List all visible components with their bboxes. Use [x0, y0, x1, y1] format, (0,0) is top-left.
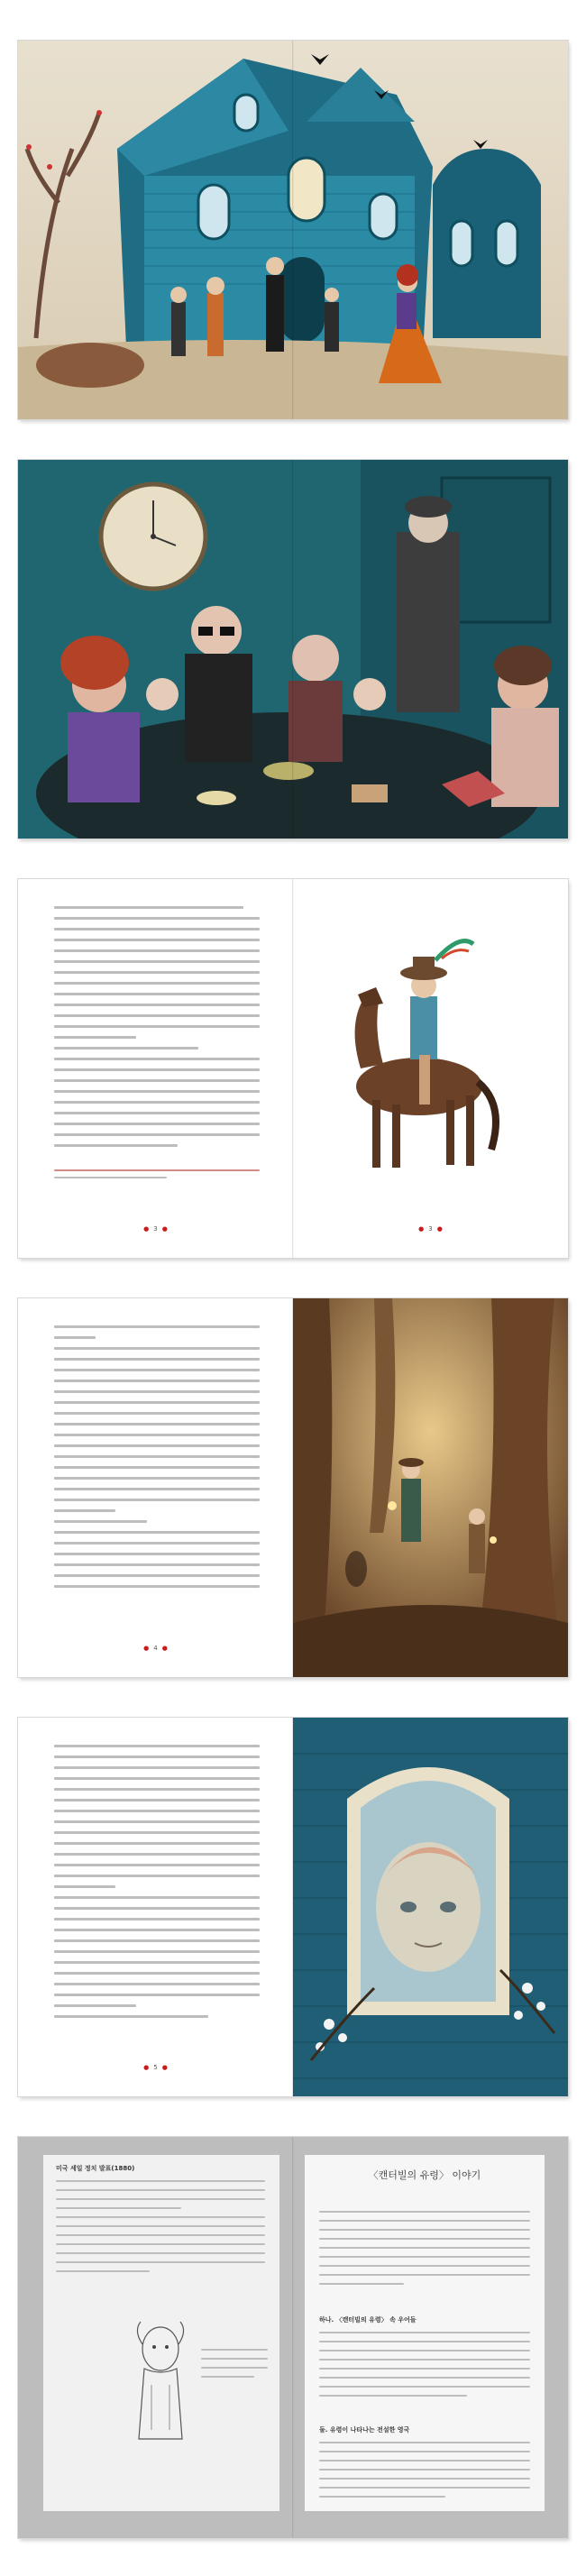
appendix-left-text-2	[201, 2349, 268, 2385]
page-spread-3	[18, 879, 568, 1258]
body-text	[54, 906, 260, 1155]
appendix-box-heading: 미국 세일 정치 발표(1880)	[56, 2165, 135, 2172]
text-page-left	[18, 879, 293, 1258]
page-number-left: ● 4 ●	[143, 1645, 168, 1652]
appendix-left-text	[56, 2180, 265, 2279]
text-page-left	[18, 1298, 293, 1677]
appendix-section-2-text	[319, 2442, 530, 2505]
horse-rider-illustration	[293, 879, 568, 1258]
illustration-page-right	[293, 1718, 568, 2096]
illustration-spread-dinner	[18, 460, 568, 839]
folio-ornament: ●	[143, 1225, 150, 1233]
illustration-page-right	[293, 879, 568, 1258]
appendix-right-text	[319, 2211, 530, 2292]
ghost-sketch-illustration	[124, 2313, 197, 2448]
body-text	[54, 1745, 260, 2026]
page-number-left: ● 3 ●	[143, 1225, 168, 1233]
appendix-title: 〈캔터빌의 유령〉 이야기	[368, 2169, 481, 2181]
appendix-section-1: 하나. 〈캔터빌의 유령〉 속 우어들	[319, 2316, 417, 2324]
page-spread-5	[18, 1718, 568, 2096]
page-number-right: ● 3 ●	[418, 1225, 443, 1233]
appendix-section-2: 둘. 유령이 나타나는 전설한 영국	[319, 2426, 410, 2434]
page-number-left: ● 5 ●	[143, 2064, 168, 2071]
forest-illustration	[293, 1298, 568, 1677]
illustration-spread-haunted-house	[18, 41, 568, 419]
illustration-page-right	[293, 1298, 568, 1677]
footnote	[54, 1169, 260, 1187]
body-text	[54, 1325, 260, 1596]
text-page-left	[18, 1718, 293, 2096]
appendix-section-1-text	[319, 2332, 530, 2404]
window-ghost-illustration	[293, 1718, 568, 2096]
appendix-spread	[18, 2137, 568, 2538]
appendix-right-panel	[305, 2155, 545, 2511]
page-spread-4	[18, 1298, 568, 1677]
appendix-left-panel	[43, 2155, 279, 2511]
